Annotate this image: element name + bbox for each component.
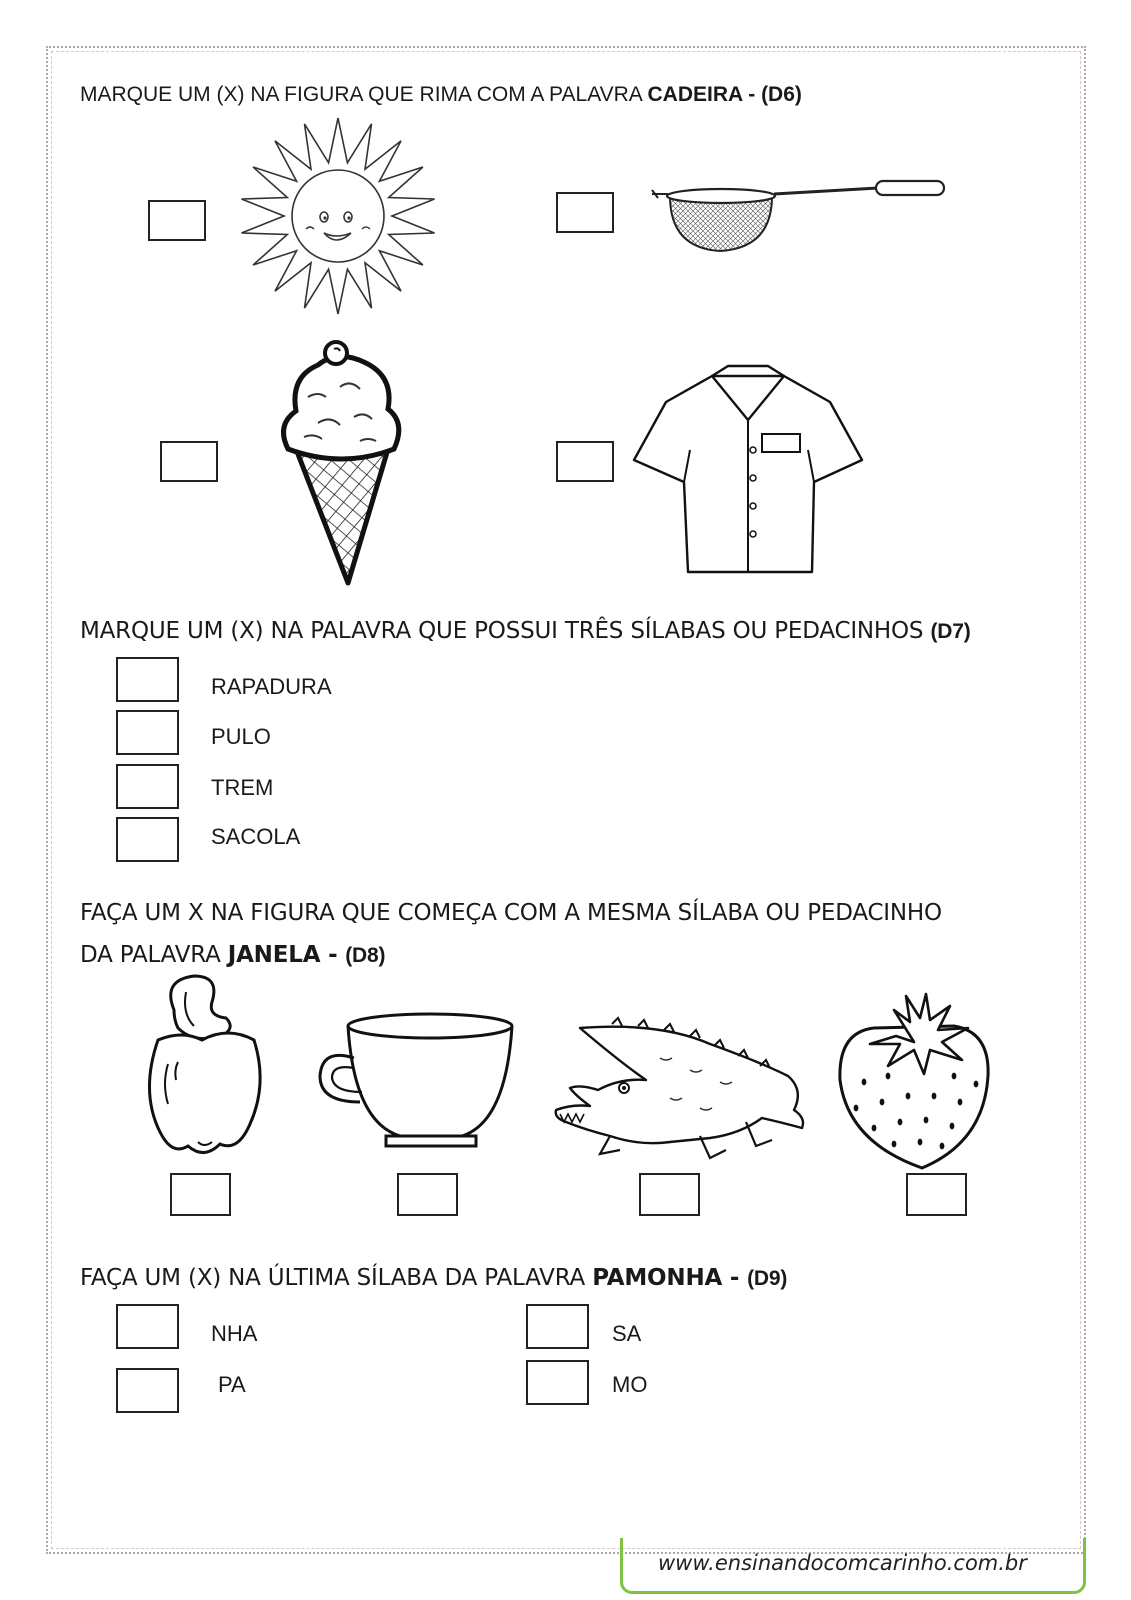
q4-checkbox-4[interactable]: [526, 1360, 589, 1405]
q3-checkbox-crocodile[interactable]: [639, 1173, 700, 1216]
q2-option-4: SACOLA: [211, 824, 301, 849]
sun-icon: [236, 117, 440, 315]
q4-option-4: MO: [612, 1372, 648, 1397]
q4-option-2: PA: [218, 1372, 246, 1397]
q1-checkbox-ice-cream[interactable]: [160, 441, 218, 482]
crocodile-icon: [550, 1018, 812, 1162]
q2-option-1: RAPADURA: [211, 674, 332, 699]
q4-checkbox-1[interactable]: [116, 1304, 179, 1349]
q2-option-3: TREM: [211, 775, 274, 800]
shirt-icon: [632, 362, 864, 578]
footer-url[interactable]: www.ensinandocomcarinho.com.br: [658, 1551, 1027, 1575]
q2-option-2: PULO: [211, 724, 271, 749]
question-3-title-line1: FAÇA UM X NA FIGURA QUE COMEÇA COM A MESMA SÍLABA OU PEDACINHO: [80, 900, 942, 926]
q2-checkbox-1[interactable]: [116, 657, 179, 702]
q4-option-1: NHA: [211, 1321, 258, 1346]
cashew-icon: [138, 974, 268, 1162]
strawberry-icon: [834, 992, 996, 1174]
q2-checkbox-2[interactable]: [116, 710, 179, 755]
q3-checkbox-strawberry[interactable]: [906, 1173, 967, 1216]
q1-checkbox-sun[interactable]: [148, 200, 206, 241]
q4-checkbox-3[interactable]: [526, 1304, 589, 1349]
question-2-title: MARQUE UM (X) NA PALAVRA QUE POSSUI TRÊS SÍLABAS OU PEDACINHOS (D7): [80, 618, 971, 644]
q4-option-3: SA: [612, 1321, 642, 1346]
ice-cream-icon: [278, 337, 406, 589]
q2-checkbox-4[interactable]: [116, 817, 179, 862]
q1-checkbox-shirt[interactable]: [556, 441, 614, 482]
question-3-title-line2: DA PALAVRA JANELA - (D8): [80, 942, 386, 968]
q1-checkbox-strainer[interactable]: [556, 192, 614, 233]
cup-icon: [316, 1012, 516, 1150]
question-4-title: FAÇA UM (X) NA ÚLTIMA SÍLABA DA PALAVRA PAMONHA - (D9): [80, 1265, 788, 1291]
question-1-title: MARQUE UM (X) NA FIGURA QUE RIMA COM A PALAVRA CADEIRA - (D6): [80, 83, 802, 106]
q4-checkbox-2[interactable]: [116, 1368, 179, 1413]
q3-checkbox-cashew[interactable]: [170, 1173, 231, 1216]
q2-checkbox-3[interactable]: [116, 764, 179, 809]
strainer-icon: [648, 176, 948, 256]
q3-checkbox-cup[interactable]: [397, 1173, 458, 1216]
